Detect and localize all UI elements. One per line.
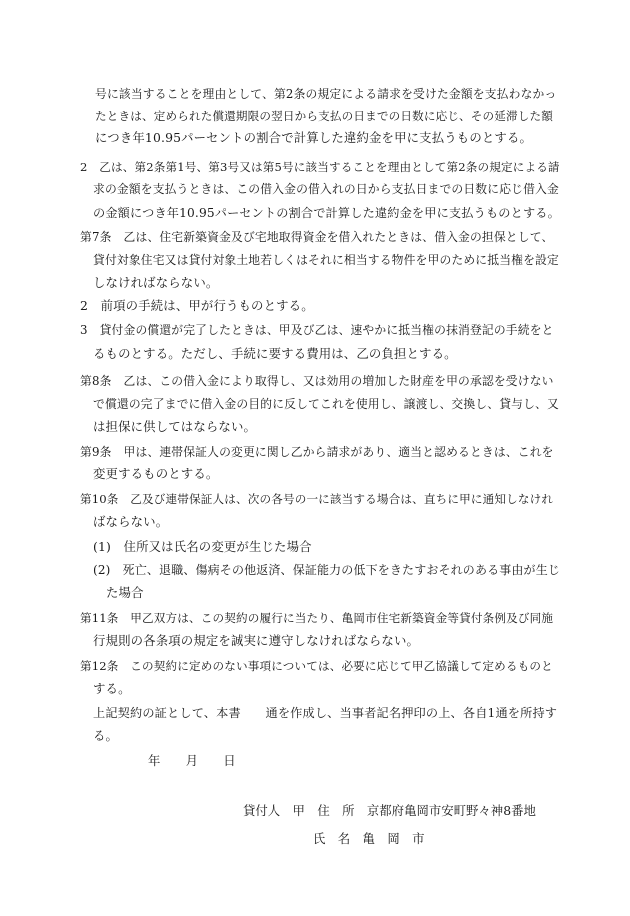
lender-name-line: 氏 名 亀 岡 市 <box>313 831 425 846</box>
text-line: で償還の完了までに借入金の目的に反してこれを使用し、譲渡し、交換し、貸与し、又 <box>93 397 559 411</box>
text-line: 求の金額を支払うときは、この借入金の借入れの日から支払日までの日数に応じ借入金 <box>93 182 559 196</box>
article-heading-line: 第9条 甲は、連帯保証人の変更に関し乙から請求があり、適当と認めるときは、これを <box>80 445 554 459</box>
text-line: 2 前項の手続は、甲が行うものとする。 <box>80 298 314 313</box>
text-line: 貸付対象住宅又は貸付対象土地若しくはそれに相当する物件を甲のために抵当権を設定 <box>93 253 559 267</box>
article-heading-line: 第11条 甲乙双方は、この契約の履行に当たり、亀岡市住宅新築資金等貸付条例及び同施 <box>80 611 554 625</box>
text-line: 上記契約の証として、本書 通を作成し、当事者記名押印の上、各自1通を所持す <box>93 706 558 720</box>
list-item-line: (1) 住所又は氏名の変更が生じた場合 <box>93 539 312 554</box>
text-line: につき年10.95パーセントの割合で計算した違約金を甲に支払うものとする。 <box>95 130 533 145</box>
text-line: しなければならない。 <box>93 275 219 290</box>
lender-address-line: 貸付人 甲 住 所 京都府亀岡市安町野々神8番地 <box>243 803 536 818</box>
list-item-line: (2) 死亡、退職、傷病その他返済、保証能力の低下をきたすおそれのある事由が生じ <box>93 563 561 577</box>
article-heading-line: 第12条 この契約に定めのない事項については、必要に応じて甲乙協議して定めるものと <box>80 659 553 673</box>
text-line: の金額につき年10.95パーセントの割合で計算した違約金を甲に支払うものとする。 <box>93 206 560 220</box>
text-line: ばならない。 <box>93 514 169 529</box>
text-line: る。 <box>93 728 119 743</box>
text-line: 2 乙は、第2条第1号、第3号又は第5号に該当することを理由として第2条の規定による請 <box>80 160 560 174</box>
text-line: たときは、定められた償還期限の翌日から支払の日までの日数に応じ、その延滞した額 <box>95 109 554 123</box>
date-line: 年 月 日 <box>148 753 236 768</box>
text-line: 号に該当することを理由として、第2条の規定による請求を受けた金額を支払わなかっ <box>95 87 557 101</box>
text-line: 3 貸付金の償還が完了したときは、甲及び乙は、速やかに抵当権の抹消登記の手続をと <box>80 323 554 337</box>
text-line: は担保に供してはならない。 <box>93 419 257 434</box>
text-line: する。 <box>93 681 131 696</box>
text-line: た場合 <box>106 585 144 600</box>
text-line: 行規則の各条項の規定を誠実に遵守しなければならない。 <box>93 633 420 648</box>
article-heading-line: 第10条 乙及び連帯保証人は、次の各号の一に該当する場合は、直ちに甲に通知しなけれ <box>80 492 554 506</box>
text-line: るものとする。ただし、手続に要する費用は、乙の負担とする。 <box>93 346 457 361</box>
article-heading-line: 第8条 乙は、この借入金により取得し、又は効用の増加した財産を甲の承認を受けない <box>80 374 554 388</box>
text-line: 変更するものとする。 <box>93 466 219 481</box>
article-heading-line: 第7条 乙は、住宅新築資金及び宅地取得資金を借入れたときは、借入金の担保として、 <box>80 230 554 244</box>
